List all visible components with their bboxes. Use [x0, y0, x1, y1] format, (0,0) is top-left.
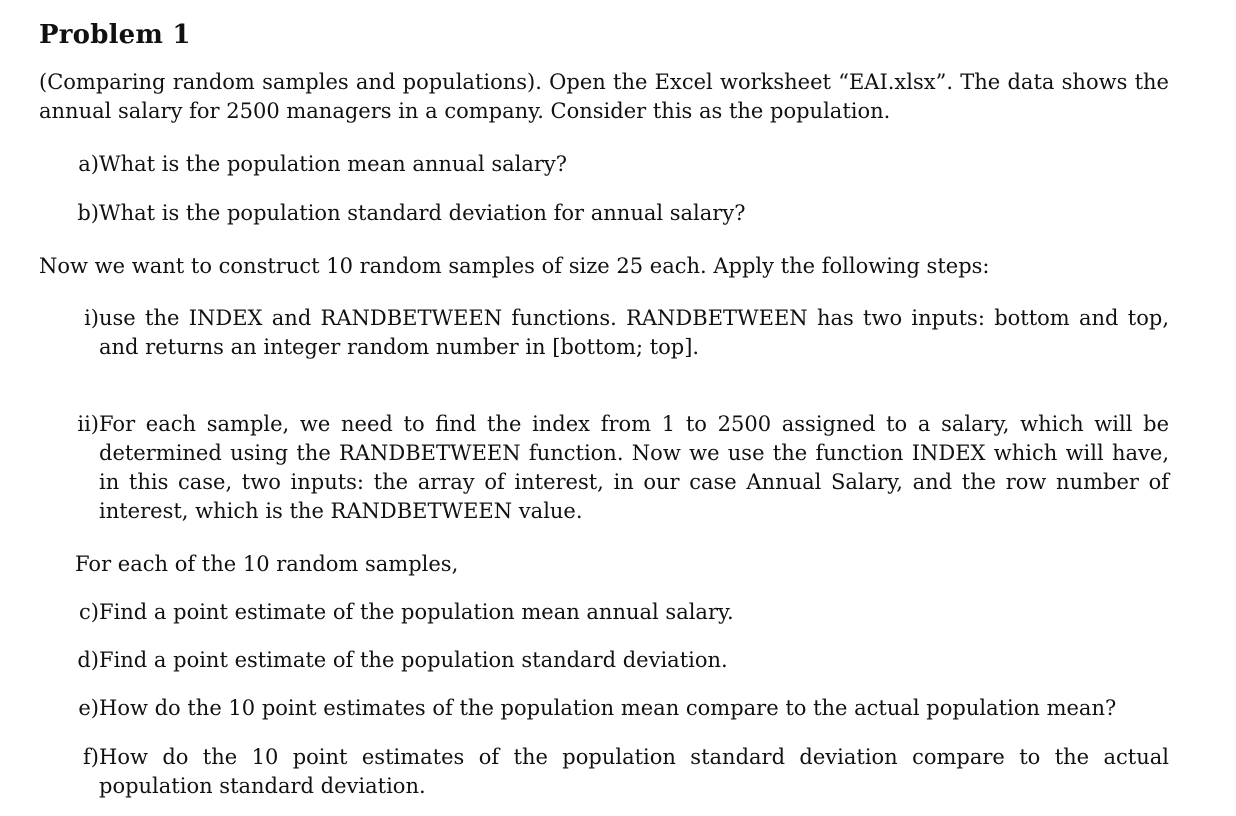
question-label: e): [78, 696, 99, 720]
step-text: For each sample, we need to find the index from 1 to 2500 assigned to a salary, which will be determined using the RANDBETWEEN function. Now we use the function INDEX which will have, in this case, two inputs: the array of interest, in our case Annual Salary, and the row number of interest, which is the RANDBETWEEN value.: [99, 412, 1169, 523]
question-text: How do the 10 point estimates of the population standard deviation compare to the actual population standard deviation.: [99, 745, 1169, 798]
step-label: ii): [77, 412, 99, 436]
step-text: use the INDEX and RANDBETWEEN functions. RANDBETWEEN has two inputs: bottom and top, and returns an integer random number in [bottom; top].: [99, 306, 1169, 359]
step-label: i): [84, 306, 99, 330]
question-text: What is the population mean annual salary?: [99, 152, 568, 176]
question-text: Find a point estimate of the population standard deviation.: [99, 648, 728, 672]
question-text: How do the 10 point estimates of the population mean compare to the actual population mean?: [99, 696, 1117, 720]
question-text: What is the population standard deviation for annual salary?: [99, 201, 746, 225]
steps-intro: Now we want to construct 10 random samples of size 25 each. Apply the following steps:: [39, 254, 990, 278]
question-label: a): [78, 152, 99, 176]
for-each-samples: For each of the 10 random samples,: [75, 552, 459, 576]
problem-title: Problem 1: [39, 20, 191, 50]
problem-intro: (Comparing random samples and populations). Open the Excel worksheet “EAI.xlsx”. The data shows the annual salary for 2500 managers in a company. Consider this as the population.: [39, 70, 1169, 123]
question-label: c): [79, 600, 99, 624]
question-label: d): [77, 648, 99, 672]
question-label: b): [77, 201, 99, 225]
question-text: Find a point estimate of the population mean annual salary.: [99, 600, 734, 624]
question-label: f): [83, 745, 99, 769]
